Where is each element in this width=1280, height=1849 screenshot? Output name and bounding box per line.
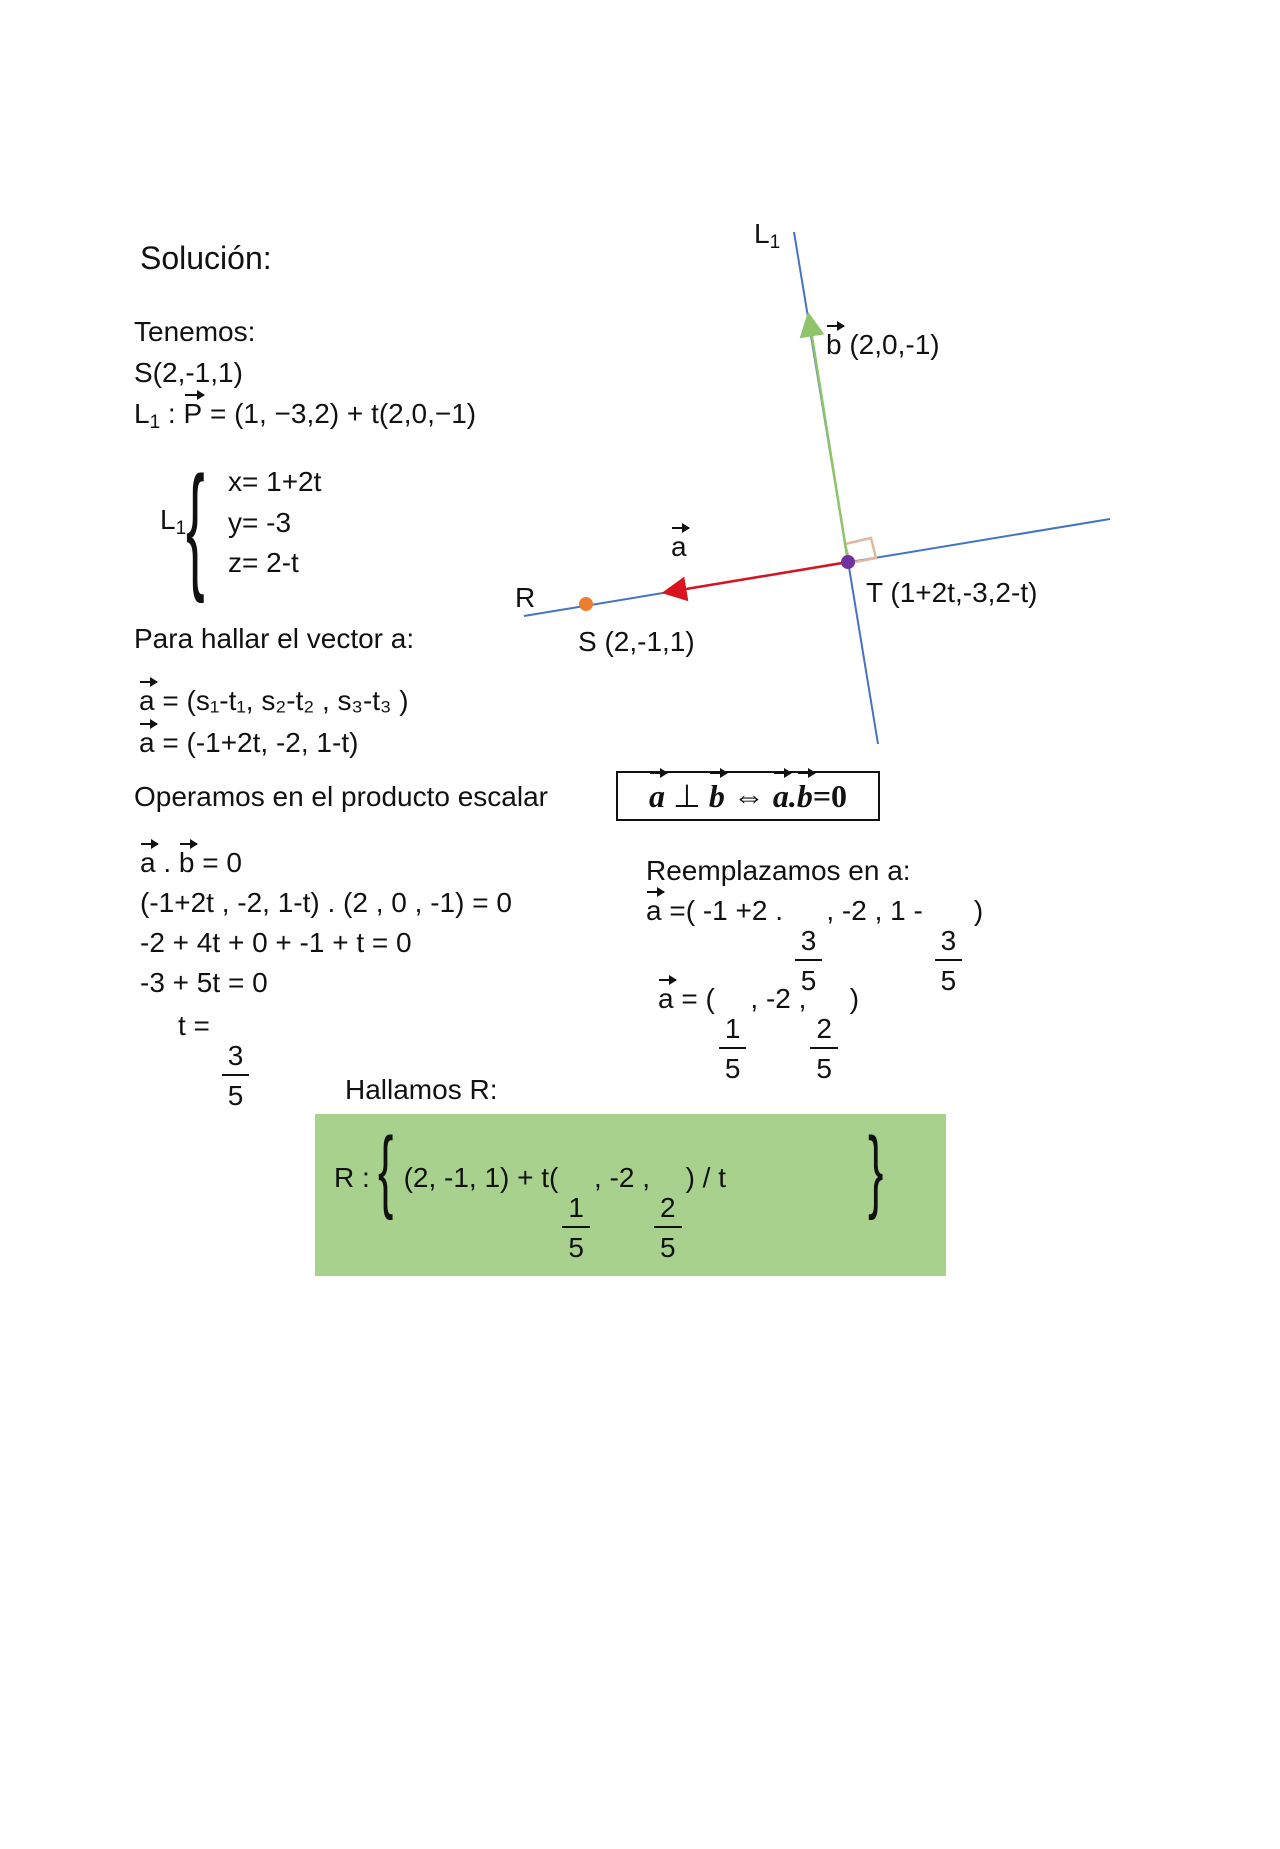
diagram-l1-label: [754, 220, 780, 252]
r1-b: , -2 , 1 -: [826, 895, 931, 926]
r1-c: ): [966, 895, 984, 926]
l1-sub: 1: [769, 232, 781, 253]
vector-p: P: [183, 398, 203, 429]
r2-b: , -2 ,: [750, 983, 807, 1014]
den: 5: [816, 1053, 832, 1084]
diagram-t-label: T (1+2t,-3,2-t): [866, 577, 1038, 608]
l1: L: [754, 218, 770, 249]
vector-b: b: [826, 329, 842, 360]
den: 5: [940, 965, 957, 996]
dot-op: .: [155, 847, 179, 878]
vector-b: b: [178, 847, 195, 878]
formula-text: = (s₁-t₁, s₂-t₂ , s₃-t₃ ): [154, 685, 409, 716]
t-num: 3: [222, 1042, 250, 1076]
result-a: (2, -1, 1) + t(: [403, 1162, 559, 1193]
diagram-s-label: S (2,-1,1): [578, 626, 695, 657]
line-eq-rest: = (1, −3,2) + t(2,0,−1): [202, 398, 477, 429]
system-z: z= 2-t: [228, 547, 299, 578]
t-label: t =: [178, 1010, 218, 1041]
step-4: -3 + 5t = 0: [140, 967, 268, 998]
system-y: y= -3: [228, 507, 292, 538]
num: 2: [654, 1194, 682, 1228]
t-den: 5: [227, 1080, 244, 1111]
iff-symbol: ⇔: [732, 777, 765, 814]
vector-a: a: [139, 685, 155, 716]
colon: :: [160, 398, 184, 429]
result-b: , -2 ,: [593, 1162, 650, 1193]
vector-a: a: [140, 847, 156, 878]
diagram-a-label: [671, 533, 687, 561]
vector-a: a: [658, 983, 674, 1014]
rule-b: b: [708, 777, 725, 814]
rule-a2: a: [772, 777, 789, 814]
r1-a: =( -1 +2 .: [661, 895, 791, 926]
eq-zero: = 0: [194, 847, 242, 878]
point-t-marker: [841, 555, 855, 569]
system-x: x= 1+2t: [228, 466, 322, 497]
vector-a-heading: Para hallar el vector a:: [134, 623, 415, 654]
num: 1: [719, 1015, 747, 1049]
diagram-r-label: R: [515, 582, 536, 613]
den: 5: [568, 1232, 584, 1263]
result-open-brace: {: [378, 1119, 394, 1221]
b-value: (2,0,-1): [841, 329, 940, 360]
num: 2: [810, 1015, 838, 1049]
rule-b2: b: [796, 777, 813, 814]
vector-a: a: [139, 727, 155, 758]
rule-eq: =0: [812, 777, 848, 814]
vector-a: a: [671, 531, 687, 562]
result-prefix: R :: [334, 1162, 378, 1193]
diagram-b-label: [826, 331, 940, 359]
den: 5: [659, 1232, 676, 1263]
num: 1: [562, 1194, 590, 1228]
perp-symbol: ⊥: [672, 778, 701, 814]
num: 3: [935, 927, 963, 961]
rule-dot: .: [788, 777, 797, 814]
point-s: S(2,-1,1): [134, 357, 243, 388]
system-sub: 1: [175, 518, 187, 539]
result-c: ) / t: [685, 1162, 727, 1193]
page-title: Solución:: [140, 240, 272, 276]
result-heading: Hallamos R:: [345, 1074, 498, 1105]
r2-a: = (: [673, 983, 715, 1014]
replace-heading: Reemplazamos en a:: [646, 855, 911, 886]
dot-heading: Operamos en el producto escalar: [134, 781, 548, 812]
point-s-marker: [579, 597, 593, 611]
vector-a-arrow: [674, 562, 848, 591]
step-3: -2 + 4t + 0 + -1 + t = 0: [140, 927, 412, 958]
step-2: (-1+2t , -2, 1-t) . (2 , 0 , -1) = 0: [140, 887, 512, 918]
den: 5: [724, 1053, 741, 1084]
line-label: L: [134, 398, 150, 429]
rule-a: a: [648, 777, 665, 814]
num: 3: [795, 927, 823, 961]
line-sub: 1: [149, 412, 161, 433]
den: 5: [800, 965, 817, 996]
system-brace: {: [186, 447, 205, 604]
vector-a: a: [646, 895, 662, 926]
value-text: = (-1+2t, -2, 1-t): [154, 727, 359, 758]
system-l: L: [160, 504, 176, 535]
r2-c: ): [841, 983, 860, 1014]
result-close-brace: }: [868, 1119, 884, 1221]
given-heading: Tenemos:: [134, 316, 256, 347]
